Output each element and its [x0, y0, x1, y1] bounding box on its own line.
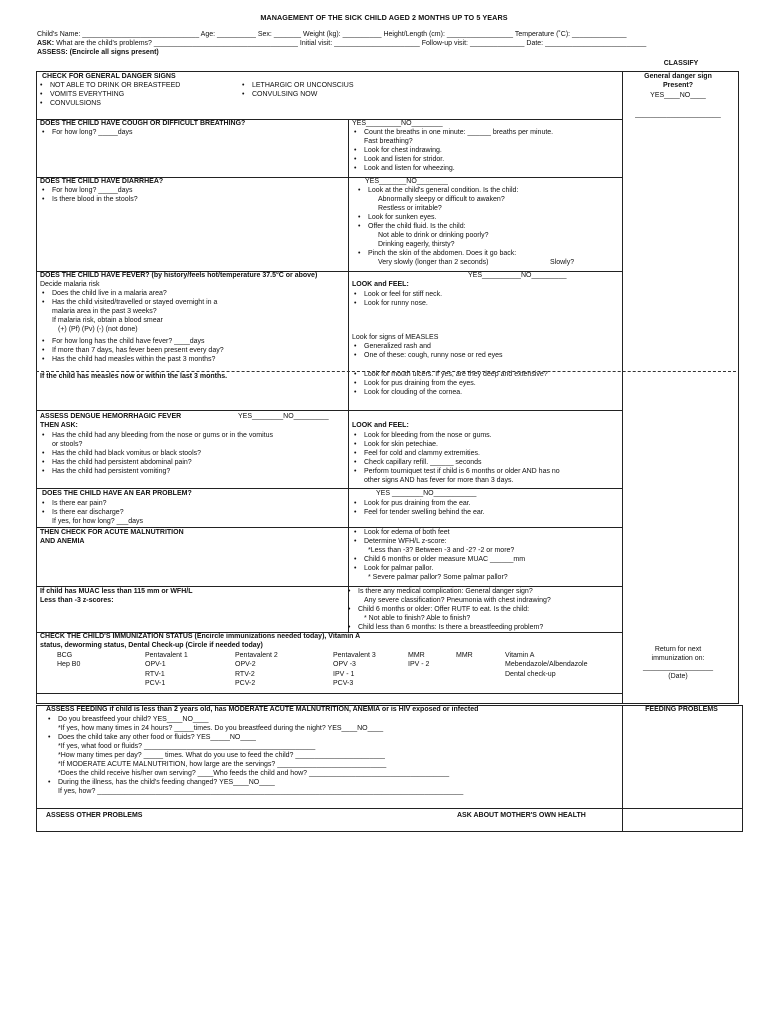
- mouth-ulcers-item[interactable]: • Look for mouth ulcers. If yes, are they deep and extensive?: [352, 371, 620, 380]
- vaccine-opv-2[interactable]: OPV-2: [235, 661, 256, 668]
- ear-ask-list: [40, 500, 345, 527]
- cough-look-item[interactable]: • Look for chest indrawing.: [352, 147, 620, 156]
- fever-yes-no[interactable]: YES__________NO_________: [468, 272, 567, 279]
- diarrhea-yes-no[interactable]: YES_______NO________: [365, 178, 448, 185]
- diarrhea-ask-list: [40, 187, 340, 205]
- other-food-what[interactable]: *If yes, what food or fluids? ____________________________________________: [58, 742, 316, 750]
- vitamin-a[interactable]: Vitamin A: [505, 652, 535, 659]
- cough-duration[interactable]: • For how long? _____days: [40, 129, 340, 138]
- dengue-ask-list: [40, 432, 345, 477]
- danger-sign-item[interactable]: • LETHARGIC OR UNCONSCIUS: [240, 82, 440, 91]
- fever-ask-block: [40, 281, 345, 365]
- tourniquet-test-cont: other signs AND has fever for more than 3 days.: [364, 476, 514, 484]
- danger-sign-item[interactable]: • VOMITS EVERYTHING: [38, 91, 248, 100]
- row-divider: [36, 527, 623, 528]
- vaccine-ipv-2[interactable]: IPV - 2: [408, 661, 430, 668]
- danger-classify-question: Present?: [663, 82, 693, 89]
- dental-checkup[interactable]: Dental check-up: [505, 671, 556, 678]
- row-divider: [36, 586, 623, 587]
- danger-sign-item[interactable]: • CONVULSIONS: [38, 100, 248, 109]
- dengue-yes-no[interactable]: YES________NO_________: [238, 413, 329, 420]
- look-column-divider: [348, 119, 349, 632]
- cough-look-item[interactable]: • Look and listen for stridor.: [352, 156, 620, 165]
- ear-discharge-item[interactable]: • Is there ear discharge?: [40, 509, 345, 518]
- blood-smear-codes[interactable]: (+) (Pf) (Pv) (-) (not done): [58, 325, 138, 333]
- vaccine-penta-3[interactable]: Pentavalent 3: [333, 652, 376, 659]
- danger-signs-right-list: [240, 82, 440, 100]
- return-date-label: (Date): [668, 673, 688, 680]
- breastfeeding-problem-item[interactable]: • Child less than 6 months: Is there a breastfeeding problem?: [346, 624, 622, 633]
- danger-yes-no[interactable]: YES____NO____: [650, 92, 706, 99]
- dengue-look-item[interactable]: • Look for skin petechiae.: [352, 441, 620, 450]
- malaria-travel-item[interactable]: • Has the child visited/travelled or stayed overnight in a: [40, 299, 345, 308]
- wfh-item[interactable]: • Determine WFH/L z-score:: [352, 538, 620, 547]
- pinch-very-slowly[interactable]: Very slowly (longer than 2 seconds): [378, 258, 489, 266]
- measles-now-label: If the child has measles now or within the last 3 months.: [40, 373, 228, 380]
- cough-look-list: [352, 129, 620, 174]
- vaccine-opv-1[interactable]: OPV-1: [145, 661, 166, 668]
- capillary-refill-item[interactable]: • Check capillary refill. ______ seconds: [352, 459, 620, 468]
- anemia-heading: AND ANEMIA: [40, 538, 85, 545]
- feeding-divider: [622, 705, 623, 831]
- malaria-list: [40, 290, 345, 308]
- blood-smear-label: If malaria risk, obtain a blood smear: [52, 316, 163, 324]
- diarrhea-duration[interactable]: • For how long? _____days: [40, 187, 340, 196]
- fast-breathing-label: Fast breathing?: [364, 137, 413, 145]
- ask-label: ASK:: [37, 40, 55, 47]
- vaccine-ipv-1[interactable]: IPV - 1: [333, 671, 355, 678]
- offer-fluid-item[interactable]: • Offer the child fluid. Is the child:: [356, 223, 620, 232]
- cough-yes-no[interactable]: YES_________NO________: [352, 120, 443, 127]
- diarrhea-look-list: [356, 187, 620, 268]
- ear-swelling-item[interactable]: • Feel for tender swelling behind the ear.: [352, 509, 620, 518]
- fever-history-list: [40, 338, 345, 365]
- malaria-risk-label: Decide malaria risk: [40, 281, 100, 288]
- deworming[interactable]: Mebendazole/Albendazole: [505, 661, 588, 668]
- edema-item[interactable]: • Look for edema of both feet: [352, 529, 620, 538]
- vaccine-pcv-2[interactable]: PCV-2: [235, 680, 256, 687]
- fever-heading: DOES THE CHILD HAVE FEVER? (by history/feels hot/temperature 37.5°C or above): [40, 272, 318, 279]
- immunization-heading: CHECK THE CHILD'S IMMUNIZATION STATUS (Encircle immunizations needed today), Vitamin A: [40, 633, 361, 640]
- ear-pain-item[interactable]: • Is there ear pain?: [40, 500, 345, 509]
- vaccine-mmr-1[interactable]: MMR: [408, 652, 425, 659]
- ear-discharge-duration[interactable]: If yes, for how long? ___days: [52, 517, 144, 525]
- dengue-look-feel: LOOK and FEEL:: [352, 422, 409, 429]
- danger-signs-heading: CHECK FOR GENERAL DANGER SIGNS: [42, 73, 176, 80]
- other-food-list: [46, 734, 618, 743]
- ask-text: What are the child's problems? _____________________________________ Initial visit: ______________________ Follow-up visit: ______________ Date: __________________________: [54, 40, 647, 47]
- danger-sign-item[interactable]: • NOT ABLE TO DRINK OR BREASTFEED: [38, 82, 248, 91]
- wfh-options[interactable]: *Less than -3? Between -3 and -2? -2 or more?: [368, 546, 515, 554]
- fluid-option[interactable]: Drinking eagerly, thirsty?: [378, 240, 455, 248]
- muac-condition-1: If child has MUAC less than 115 mm or WFH/L: [40, 588, 193, 595]
- child-info-line[interactable]: Child's Name: ______________________________ Age: __________ Sex: _______ Weight (kg): __________ Height/Length (cm): _________________ Temperature (˚C): ______________: [37, 31, 627, 38]
- vaccine-bcg[interactable]: BCG: [57, 652, 73, 659]
- diarrhea-heading: DOES THE CHILD HAVE DIARRHEA?: [40, 178, 164, 185]
- feeding-heading: ASSESS FEEDING if child is less than 2 years old, has MODERATE ACUTE MALNUTRITION, ANEMIA or is HIV exposed or infected: [46, 706, 479, 713]
- cough-ask-list: [40, 129, 340, 138]
- immunization-heading-2: status, deworming status, Dental Check-up (Circle if needed today): [40, 642, 263, 649]
- blood-in-stool[interactable]: • Is there blood in the stools?: [40, 196, 340, 205]
- mother-health-label: ASK ABOUT MOTHER'S OWN HEALTH: [457, 812, 586, 819]
- fever-every-day-item[interactable]: • If more than 7 days, has fever been present every day?: [40, 347, 345, 356]
- black-vomitus-item[interactable]: • Has the child had black vomitus or black stools?: [40, 450, 345, 459]
- vaccine-rtv-1[interactable]: RTV-1: [145, 671, 165, 678]
- dengue-then-ask: THEN ASK:: [40, 422, 78, 429]
- feeding-row-divider: [36, 808, 742, 809]
- bleeding-item-cont: or stools?: [52, 440, 83, 448]
- vaccine-penta-2[interactable]: Pentavalent 2: [235, 652, 278, 659]
- ask-line[interactable]: [37, 40, 737, 49]
- breastfeed-question[interactable]: • Do you breastfeed your child? YES____NO____: [46, 716, 618, 725]
- return-label-1: Return for next: [654, 646, 702, 653]
- general-condition-option[interactable]: Restless or irritable?: [378, 204, 442, 212]
- muac-item[interactable]: • Child 6 months or older measure MUAC ______mm: [352, 556, 620, 565]
- assess-instruction: ASSESS: (Encircle all signs present): [37, 49, 159, 56]
- runny-nose-item[interactable]: • Look for runny nose.: [352, 300, 620, 309]
- cough-look-item[interactable]: • Look and listen for wheezing.: [352, 165, 620, 174]
- vaccine-pcv-1[interactable]: PCV-1: [145, 680, 166, 687]
- malnutrition-look-list: [352, 529, 620, 583]
- medical-complication-item[interactable]: • Is there any medical complication: General danger sign?: [346, 588, 622, 597]
- own-serving[interactable]: *Does the child receive his/her own serving? ____Who feeds the child and how? ____________________________________: [58, 769, 450, 777]
- ear-pus-item[interactable]: • Look for pus draining from the ear.: [352, 500, 620, 509]
- dengue-heading: ASSESS DENGUE HEMORRHAGIC FEVER: [40, 413, 182, 420]
- danger-signs-left-list: [38, 82, 248, 109]
- dengue-look-list: [352, 432, 620, 486]
- row-divider: [36, 488, 623, 489]
- vaccine-opv-3[interactable]: OPV -3: [333, 661, 356, 668]
- vaccine-rtv-2[interactable]: RTV-2: [235, 671, 255, 678]
- measles-complication-list: [352, 371, 620, 398]
- cough-heading: DOES THE CHILD HAVE COUGH OR DIFFICULT BREATHING?: [40, 120, 246, 127]
- bleeding-item[interactable]: • Has the child had any bleeding from the nose or gums or in the vomitus: [40, 432, 345, 441]
- rutf-item[interactable]: • Child 6 months or older: Offer RUTF to eat. Is the child:: [346, 606, 622, 615]
- measles-sign-item[interactable]: • Generalized rash and: [352, 343, 620, 352]
- muac-condition-2: Less than -3 z-scores:: [40, 597, 114, 604]
- form-title: MANAGEMENT OF THE SICK CHILD AGED 2 MONTHS UP TO 5 YEARS: [260, 13, 508, 22]
- ear-heading: DOES THE CHILD HAVE AN EAR PROBLEM?: [42, 490, 192, 497]
- fluid-option[interactable]: Not able to drink or drinking poorly?: [378, 231, 489, 239]
- complication-list: [346, 588, 622, 633]
- feeding-questions: [46, 716, 618, 797]
- danger-classify-title: General danger sign: [644, 73, 712, 80]
- palmar-pallor-item[interactable]: • Look for palmar pallor.: [352, 565, 620, 574]
- pallor-options[interactable]: * Severe palmar pallor? Some palmar pallor?: [368, 573, 508, 581]
- pinch-option-row: [356, 259, 620, 268]
- other-food-times[interactable]: *How many times per day? _____ times. What do you use to feed the child? _______________________: [58, 751, 385, 759]
- eye-pus-item[interactable]: • Look for pus draining from the eyes.: [352, 380, 620, 389]
- fever-look-feel: LOOK and FEEL:: [352, 281, 409, 288]
- measles-signs-list: [352, 343, 620, 361]
- vaccine-penta-1[interactable]: Pentavalent 1: [145, 652, 188, 659]
- rutf-finish-options[interactable]: * Not able to finish? Able to finish?: [364, 614, 471, 622]
- row-divider: [36, 410, 623, 411]
- return-label-2: immunization on:: [651, 655, 705, 662]
- abdominal-pain-item[interactable]: • Has the child had persistent abdominal pain?: [40, 459, 345, 468]
- other-food-question[interactable]: • Does the child take any other food or fluids? YES_____NO____: [46, 734, 618, 743]
- malnutrition-heading: THEN CHECK FOR ACUTE MALNUTRITION: [40, 529, 184, 536]
- measles-signs-label: Look for signs of MEASLES: [352, 334, 439, 341]
- stiff-neck-item[interactable]: • Look or feel for stiff neck.: [352, 291, 620, 300]
- feeding-change-list: [46, 779, 618, 788]
- row-divider: [36, 693, 623, 694]
- dengue-look-item[interactable]: • Feel for cold and clammy extremities.: [352, 450, 620, 459]
- general-condition-option[interactable]: Abnormally sleepy or difficult to awaken?: [378, 195, 505, 203]
- pinch-skin-item[interactable]: • Pinch the skin of the abdomen. Does it go back:: [356, 250, 620, 259]
- danger-classify-line[interactable]: ______________________: [635, 111, 721, 118]
- severe-classification[interactable]: Any severe classification? Pneumonia with chest indrawing?: [364, 596, 551, 604]
- breastfeed-frequency[interactable]: *If yes, how many times in 24 hours? _____times. Do you breastfeed during the night? YES____NO____: [58, 724, 384, 732]
- sunken-eyes-item[interactable]: • Look for sunken eyes.: [356, 214, 620, 223]
- dengue-look-item[interactable]: • Look for bleeding from the nose or gums.: [352, 432, 620, 441]
- fever-duration-item[interactable]: • For how long has the child have fever? ____days: [40, 338, 345, 347]
- other-problems-label: ASSESS OTHER PROBLEMS: [46, 812, 143, 819]
- vaccine-mmr-2[interactable]: MMR: [456, 652, 473, 659]
- feeding-problems-header: FEEDING PROBLEMS: [645, 706, 718, 713]
- pinch-slowly[interactable]: Slowly?: [550, 258, 575, 266]
- feeding-change-question[interactable]: • During the illness, has the child's feeding changed? YES____NO____: [46, 779, 618, 788]
- ear-yes-no[interactable]: YES ________NO___________: [376, 490, 477, 497]
- general-condition-item[interactable]: • Look at the child's general condition. Is the child:: [356, 187, 620, 196]
- cornea-clouding-item[interactable]: • Look for clouding of the cornea.: [352, 389, 620, 398]
- malaria-travel-cont: malaria area in the past 3 weeks?: [52, 307, 157, 315]
- fever-look-list: [352, 291, 620, 309]
- persistent-vomiting-item[interactable]: • Has the child had persistent vomiting?: [40, 468, 345, 477]
- classify-divider: [622, 71, 623, 703]
- malaria-area-item[interactable]: • Does the child live in a malaria area?: [40, 290, 345, 299]
- vaccine-pcv-3[interactable]: PCV-3: [333, 680, 354, 687]
- return-date-field[interactable]: __________________: [642, 664, 714, 671]
- breath-count-item[interactable]: • Count the breaths in one minute: ______ breaths per minute.: [352, 129, 620, 138]
- danger-sign-item[interactable]: • CONVULSING NOW: [240, 91, 440, 100]
- breastfeed-list: [46, 716, 618, 725]
- serving-size[interactable]: *If MODERATE ACUTE MALNUTRITION, how large are the servings? ____________________________: [58, 760, 387, 768]
- tourniquet-test-item[interactable]: • Perform tourniquet test if child is 6 months or older AND has no: [352, 468, 620, 477]
- classify-header: CLASSIFY: [663, 60, 699, 67]
- feeding-change-how[interactable]: If yes, how? ______________________________________________________________________________________________: [58, 787, 464, 795]
- ear-look-list: [352, 500, 620, 518]
- vaccine-hep-b0[interactable]: Hep B0: [57, 661, 81, 668]
- measles-sign-item[interactable]: • One of these: cough, runny nose or red eyes: [352, 352, 620, 361]
- measles-history-item[interactable]: • Has the child had measles within the past 3 months?: [40, 356, 345, 365]
